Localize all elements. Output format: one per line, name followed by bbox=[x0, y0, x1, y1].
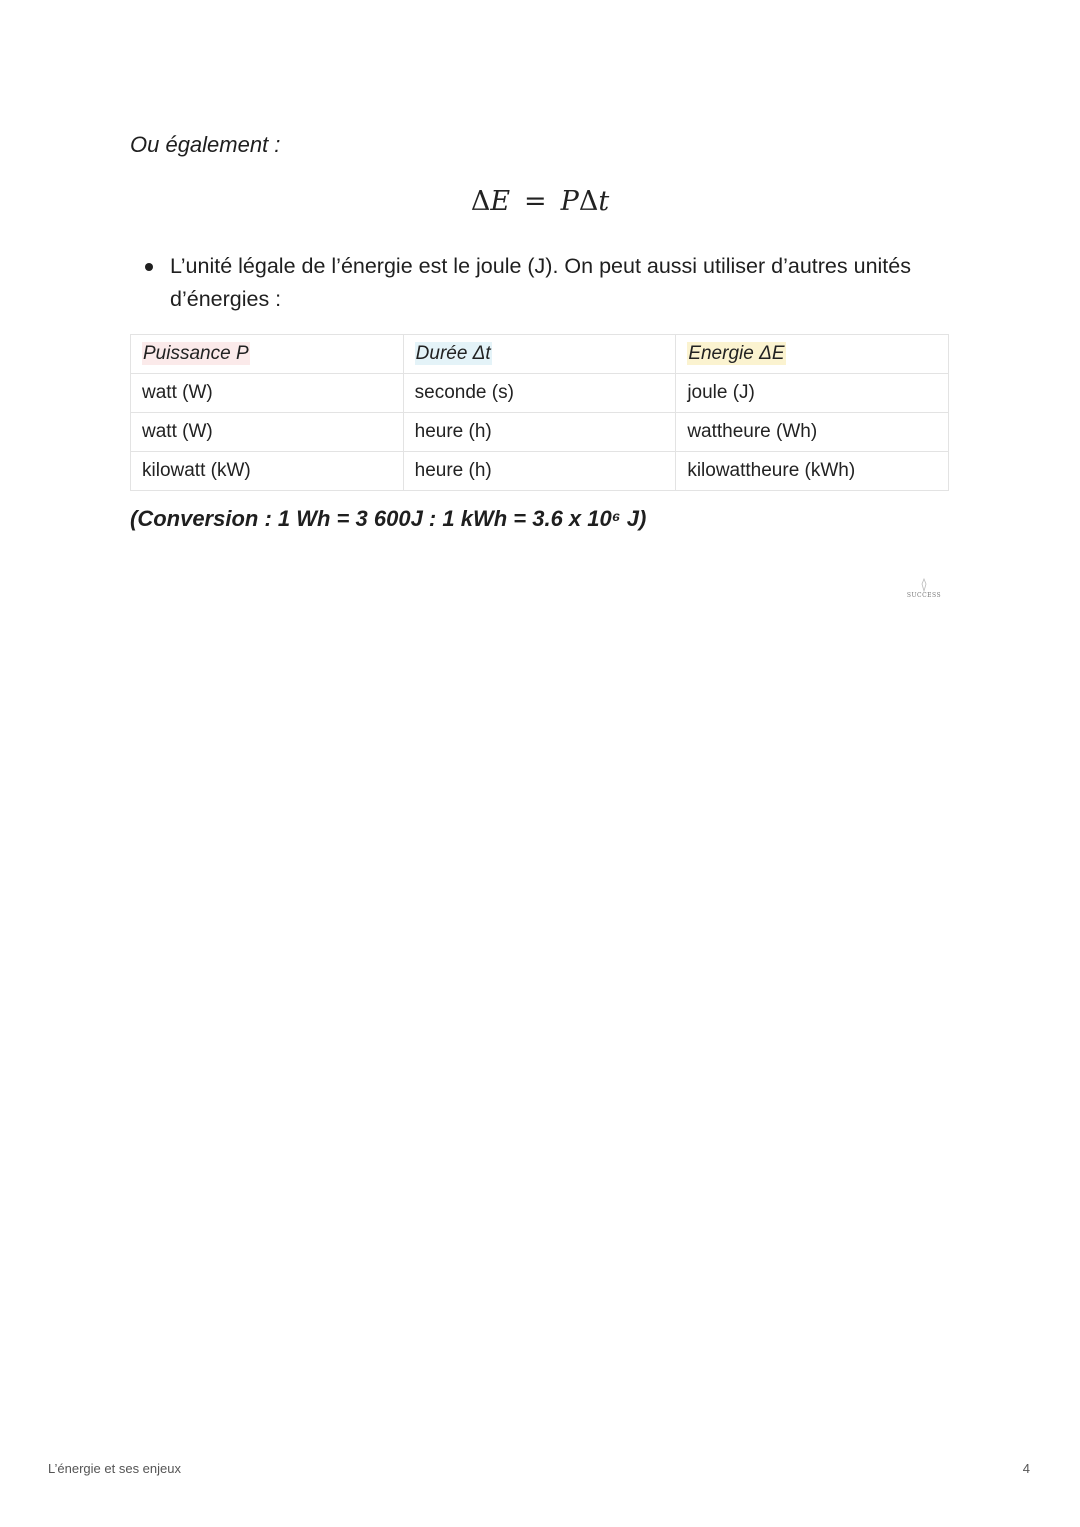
bullet-item bbox=[130, 250, 930, 316]
success-logo bbox=[896, 578, 952, 610]
header-duration-label: Durée Δt bbox=[415, 343, 491, 364]
page-number: 4 bbox=[1022, 1461, 1030, 1476]
table-cell: watt (W) bbox=[131, 374, 404, 413]
success-logo-icon bbox=[917, 578, 931, 592]
table-header-row bbox=[131, 335, 949, 374]
intro-text: Ou également : bbox=[130, 132, 281, 157]
conversion-note: (Conversion : 1 Wh = 3 600J : 1 kWh = 3.6 x 10⁶ J) bbox=[130, 506, 647, 531]
table-cell: kilowatt (kW) bbox=[131, 452, 404, 491]
table-cell: kilowattheure (kWh) bbox=[676, 452, 949, 491]
formula-power-var: P bbox=[560, 186, 579, 217]
table-cell: heure (h) bbox=[403, 413, 676, 452]
units-table bbox=[130, 334, 949, 491]
bullet-text: L’unité légale de l’énergie est le joule (J). On peut aussi utiliser d’autres unités d’énergies : bbox=[170, 254, 911, 311]
formula-equals: = bbox=[524, 186, 547, 217]
header-power bbox=[131, 335, 404, 374]
success-logo-text: SUCCESS bbox=[906, 592, 942, 599]
formula-delta-rhs: Δ bbox=[578, 186, 599, 217]
table-row bbox=[131, 452, 949, 491]
energy-formula bbox=[0, 186, 1080, 217]
table-row bbox=[131, 374, 949, 413]
formula-delta-lhs: Δ bbox=[470, 186, 491, 217]
table-cell: heure (h) bbox=[403, 452, 676, 491]
formula-energy-var: E bbox=[490, 186, 511, 217]
footer-title: L’énergie et ses enjeux bbox=[48, 1461, 181, 1476]
table-cell: joule (J) bbox=[676, 374, 949, 413]
header-power-label: Puissance P bbox=[143, 343, 249, 364]
table-cell: wattheure (Wh) bbox=[676, 413, 949, 452]
table-cell: watt (W) bbox=[131, 413, 404, 452]
table-row bbox=[131, 413, 949, 452]
header-duration bbox=[403, 335, 676, 374]
header-energy bbox=[676, 335, 949, 374]
header-energy-label: Energie ΔE bbox=[688, 343, 785, 364]
bullet-icon bbox=[145, 263, 153, 271]
table-cell: seconde (s) bbox=[403, 374, 676, 413]
formula-time-var: t bbox=[598, 186, 610, 217]
bullet-list bbox=[130, 250, 930, 316]
